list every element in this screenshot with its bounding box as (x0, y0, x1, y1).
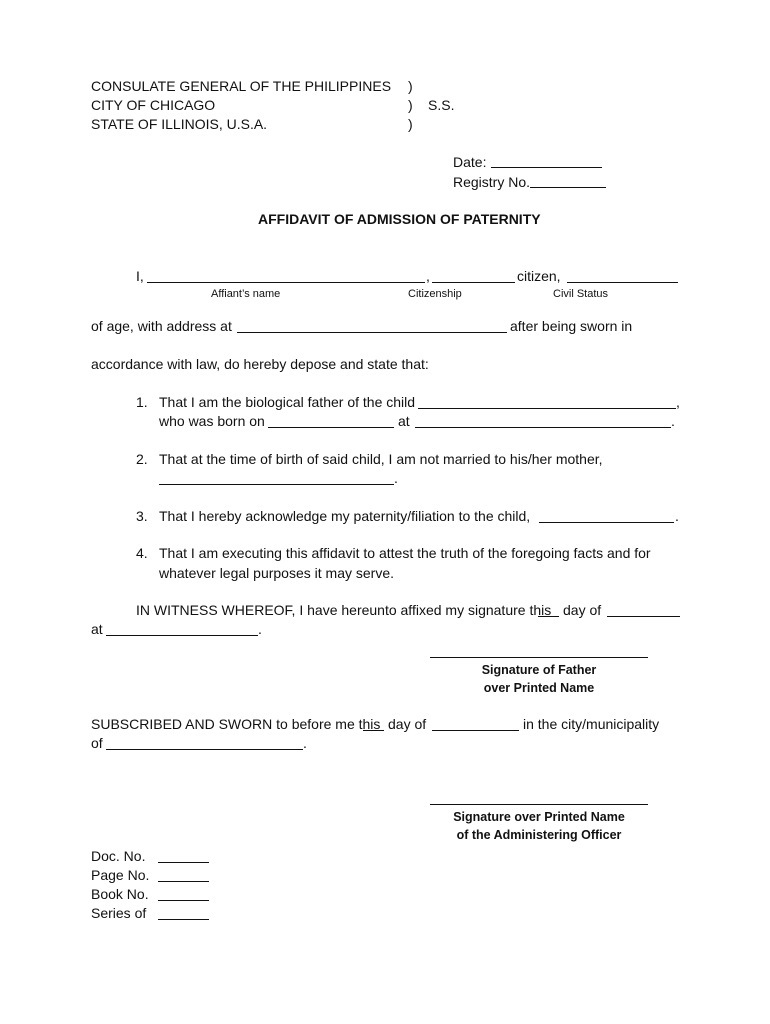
doc-no-label: Doc. No. (91, 848, 146, 864)
subscribed-month-blank[interactable] (432, 730, 519, 731)
accordance-text: accordance with law, do hereby depose and state that: (91, 356, 429, 372)
mother-name-blank[interactable] (159, 484, 394, 485)
item-1-at: at (398, 413, 410, 429)
item-4-text-line-2: whatever legal purposes it may serve. (159, 565, 394, 581)
item-3-number: 3. (136, 508, 148, 524)
witness-text: IN WITNESS WHEREOF, I have hereunto affixed my signature this (136, 602, 552, 618)
father-signature-line[interactable] (430, 657, 648, 658)
item-1-text: That I am the biological father of the child (159, 394, 416, 410)
affiant-name-blank[interactable] (147, 282, 425, 283)
date-blank[interactable] (491, 167, 602, 168)
address-blank[interactable] (237, 332, 507, 333)
officer-signature-line[interactable] (430, 804, 648, 805)
doc-no-blank[interactable] (158, 862, 209, 863)
civil-status-blank[interactable] (567, 282, 678, 283)
header-line-consulate: CONSULATE GENERAL OF THE PHILIPPINES (91, 78, 392, 94)
item-3-period: . (675, 508, 679, 524)
subscribed-day-of: day of (388, 716, 427, 732)
item-1-period: . (671, 413, 675, 429)
series-blank[interactable] (158, 919, 209, 920)
header-line-state: STATE OF ILLINOIS, U.S.A. (91, 116, 268, 132)
book-no-label: Book No. (91, 886, 149, 902)
acknowledged-child-blank[interactable] (539, 522, 674, 523)
officer-signature-caption-1: Signature over Printed Name (453, 810, 625, 824)
date-label: Date: (453, 154, 487, 170)
subscribed-city-blank[interactable] (106, 749, 303, 750)
item-1-born-text: who was born on (159, 413, 265, 429)
birth-place-blank[interactable] (415, 427, 671, 428)
page-title: AFFIDAVIT OF ADMISSION OF PATERNITY (258, 211, 541, 227)
witness-day-blank[interactable] (538, 616, 559, 617)
citizen-label: citizen, (517, 268, 561, 284)
witness-place-blank[interactable] (106, 635, 258, 636)
witness-period: . (258, 621, 262, 637)
registry-label: Registry No. (453, 174, 531, 190)
age-address-label: of age, with address at (91, 318, 232, 334)
series-label: Series of (91, 905, 147, 921)
witness-day-of: day of (563, 602, 602, 618)
subscribed-period: . (303, 735, 307, 751)
affiant-name-caption: Affiant’s name (211, 288, 281, 300)
subscribed-city-text: in the city/municipality (523, 716, 660, 732)
item-4-text-line-1: That I am executing this affidavit to attest the truth of the foregoing facts and for (159, 545, 651, 561)
birth-date-blank[interactable] (268, 427, 394, 428)
page-no-blank[interactable] (158, 881, 209, 882)
witness-at: at (91, 621, 103, 637)
venue-ss: S.S. (428, 97, 455, 113)
civil-status-caption: Civil Status (553, 288, 609, 300)
item-1-comma: , (676, 394, 680, 410)
header-paren-2: ) (408, 97, 413, 113)
item-2-number: 2. (136, 451, 148, 467)
child-name-blank[interactable] (418, 408, 676, 409)
header-paren-3: ) (408, 116, 413, 132)
subscribed-day-blank[interactable] (363, 730, 384, 731)
page-no-label: Page No. (91, 867, 150, 883)
officer-signature-caption-2: of the Administering Officer (456, 828, 622, 842)
i-label: I, (136, 268, 144, 284)
intro-comma: , (426, 268, 430, 284)
item-3-text: That I hereby acknowledge my paternity/filiation to the child, (159, 508, 531, 524)
item-2-text: That at the time of birth of said child, I am not married to his/her mother, (159, 451, 603, 467)
subscribed-of: of (91, 735, 103, 751)
subscribed-text: SUBSCRIBED AND SWORN to before me this (91, 716, 381, 732)
header-paren-1: ) (408, 78, 413, 94)
witness-month-blank[interactable] (607, 616, 680, 617)
citizenship-blank[interactable] (432, 282, 515, 283)
book-no-blank[interactable] (158, 900, 209, 901)
header-line-city: CITY OF CHICAGO (91, 97, 216, 113)
citizenship-caption: Citizenship (408, 288, 462, 300)
item-2-period: . (394, 470, 398, 486)
registry-blank[interactable] (530, 187, 606, 188)
father-signature-caption-2: over Printed Name (483, 681, 595, 695)
item-1-number: 1. (136, 394, 148, 410)
father-signature-caption-1: Signature of Father (481, 663, 597, 677)
item-4-number: 4. (136, 545, 148, 561)
after-sworn-text: after being sworn in (510, 318, 633, 334)
